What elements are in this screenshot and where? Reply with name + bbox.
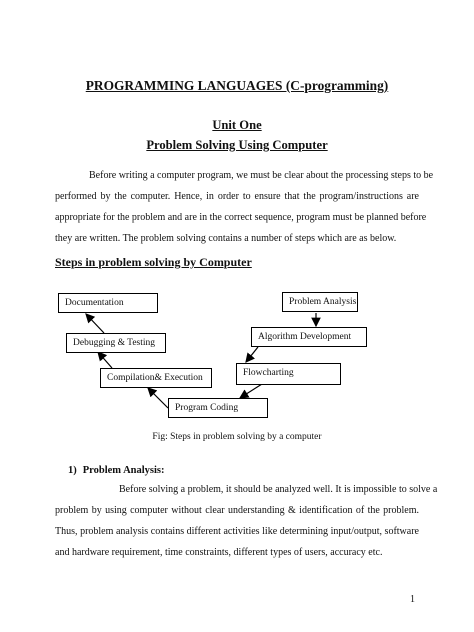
arrow-compilation-to-debugging [98,352,112,368]
arrow-flowcharting-to-coding [240,384,262,398]
figure-caption: Fig: Steps in problem solving by a computer [152,432,322,442]
section-title: Problem Analysis: [82,465,165,476]
intro-line: they are written. The problem solving contains a number of steps which are as below. [55,233,397,244]
box-problem-analysis: Problem Analysis [282,292,358,312]
section-number: 1) [68,465,77,476]
section-line: Before solving a problem, it should be analyzed well. It is impossible to solve a [119,484,438,495]
box-debugging-testing: Debugging & Testing [66,333,166,353]
box-flowcharting: Flowcharting [236,363,341,385]
intro-line: Before writing a computer program, we must be clear about the processing steps to be [89,170,434,181]
arrow-algorithm-to-flowcharting [246,347,258,362]
arrow-coding-to-compilation [148,388,168,408]
arrow-debugging-to-documentation [86,314,104,333]
unit-subtitle: Problem Solving Using Computer [146,138,328,152]
box-documentation: Documentation [58,293,158,313]
section-heading [68,465,165,476]
box-program-coding: Program Coding [168,398,268,418]
section-line: Thus, problem analysis contains different activities like determining input/output, software [55,526,419,537]
steps-heading: Steps in problem solving by Computer [55,255,252,269]
intro-line: appropriate for the problem and are in the correct sequence, program must be planned before [55,212,427,223]
page-number: 1 [410,594,415,605]
unit-heading: Unit One [212,118,262,132]
box-compilation-execution: Compilation& Execution [100,368,212,388]
intro-line: performed by the computer. Hence, in order to ensure that the program/instructions are [55,191,419,202]
section-line: and hardware requirement, time constraints, different types of users, accuracy etc. [55,547,383,558]
box-algorithm-development: Algorithm Development [251,327,367,347]
section-line: problem by using computer without clear understanding & identification of the problem. [55,505,419,516]
document-title: PROGRAMMING LANGUAGES (C-programming) [85,78,389,93]
